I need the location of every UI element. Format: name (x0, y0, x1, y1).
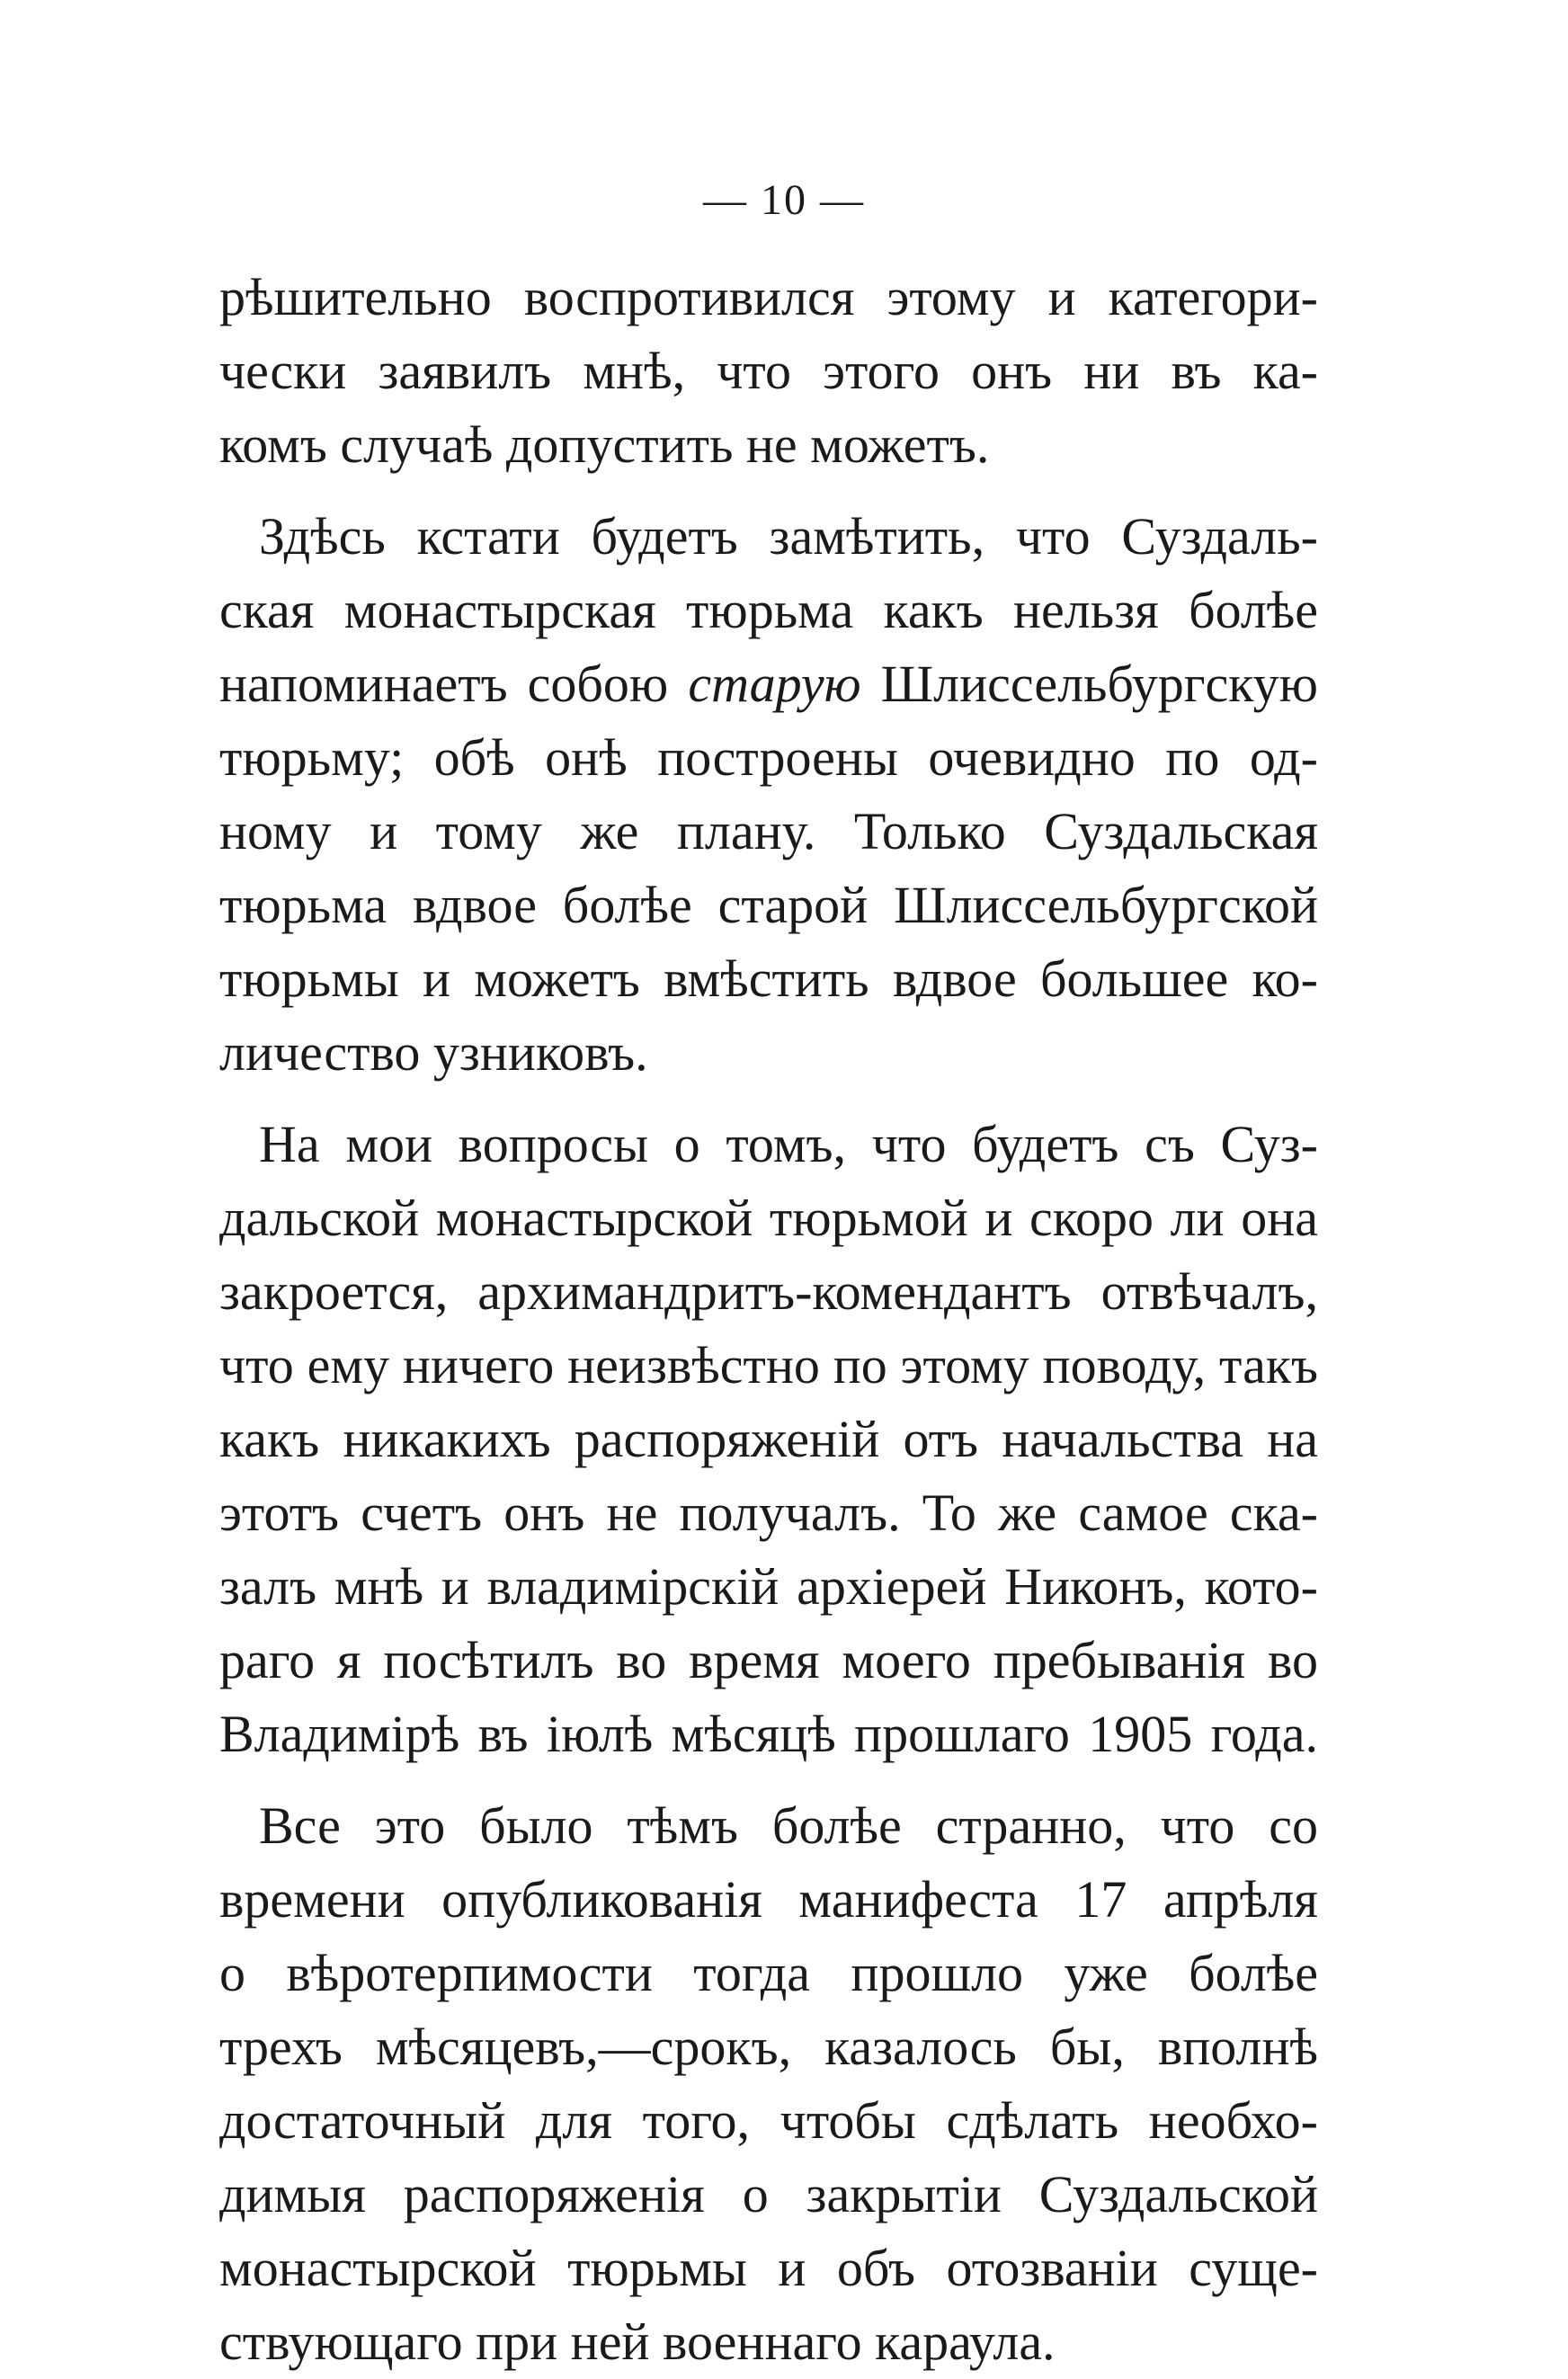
text-line: рѣшительно воспротивился этому и категори- (219, 268, 1318, 326)
text-line: На мои вопросы о томъ, что будетъ съ Суз- (259, 1115, 1318, 1173)
text-line: о вѣротерпимости тогда прошло уже болѣе (219, 1944, 1318, 2002)
text-line (219, 647, 1318, 721)
text-line: тюрьмы и можетъ вмѣстить вдвое большее ко- (219, 949, 1318, 1008)
text-line: ская монастырская тюрьма какъ нельзя болѣе (219, 581, 1318, 639)
text-line: дальской монастырской тюрьмой и скоро ли она (219, 1189, 1318, 1247)
paragraph-4 (219, 1789, 1318, 2379)
text-line: ному и тому же плану. Только Суздальская (219, 802, 1318, 860)
text-line: что ему ничего неизвѣстно по этому поводу, такъ (219, 1336, 1318, 1394)
text-line: достаточный для того, чтобы сдѣлать необхо- (219, 2091, 1318, 2150)
text-line: Владимірѣ въ іюлѣ мѣсяцѣ прошлаго 1905 года. (219, 1705, 1318, 1763)
paragraph-3 (219, 1108, 1318, 1771)
text-line: личество узниковъ. (219, 1023, 648, 1082)
text-line: тюрьму; обѣ онѣ построены очевидно по од- (219, 728, 1318, 787)
text-line: димыя распоряженія о закрытіи Суздальской (219, 2165, 1318, 2223)
text-line: Все это было тѣмъ болѣе странно, что со (259, 1796, 1318, 1855)
text-segment: напоминаетъ собою (219, 655, 669, 713)
paragraph-1 (219, 261, 1318, 482)
text-line: чески заявилъ мнѣ, что этого онъ ни въ ка- (219, 342, 1318, 400)
text-line: Здѣсь кстати будетъ замѣтить, что Суздаль- (259, 507, 1318, 566)
text-line: времени опубликованія манифеста 17 апрѣля (219, 1870, 1318, 1929)
page-number: — 10 — (703, 176, 865, 224)
italic-word: старую (688, 655, 861, 713)
text-line: закроется, архимандритъ-комендантъ отвѣчалъ, (219, 1262, 1318, 1321)
text-line: трехъ мѣсяцевъ,—срокъ, казалось бы, вполнѣ (219, 2018, 1318, 2076)
text-line: залъ мнѣ и владимірскій архіерей Никонъ, кото- (219, 1557, 1318, 1616)
text-line: какъ никакихъ распоряженій отъ начальства на (219, 1410, 1318, 1468)
paragraph-2 (219, 500, 1318, 1090)
text-line: ствующаго при ней военнаго караула. (219, 2312, 1056, 2371)
text-line: тюрьма вдвое болѣе старой Шлиссельбургской (219, 876, 1318, 934)
text-segment: Шлиссельбургскую (880, 655, 1318, 713)
text-line: монастырской тюрьмы и объ отозваніи суще- (219, 2239, 1318, 2297)
text-line: комъ случаѣ допустить не можетъ. (219, 415, 990, 474)
text-line: этотъ счетъ онъ не получалъ. То же самое ска- (219, 1484, 1318, 1542)
text-line: раго я посѣтилъ во время моего пребыванія во (219, 1631, 1318, 1689)
body-text (219, 261, 1318, 2379)
